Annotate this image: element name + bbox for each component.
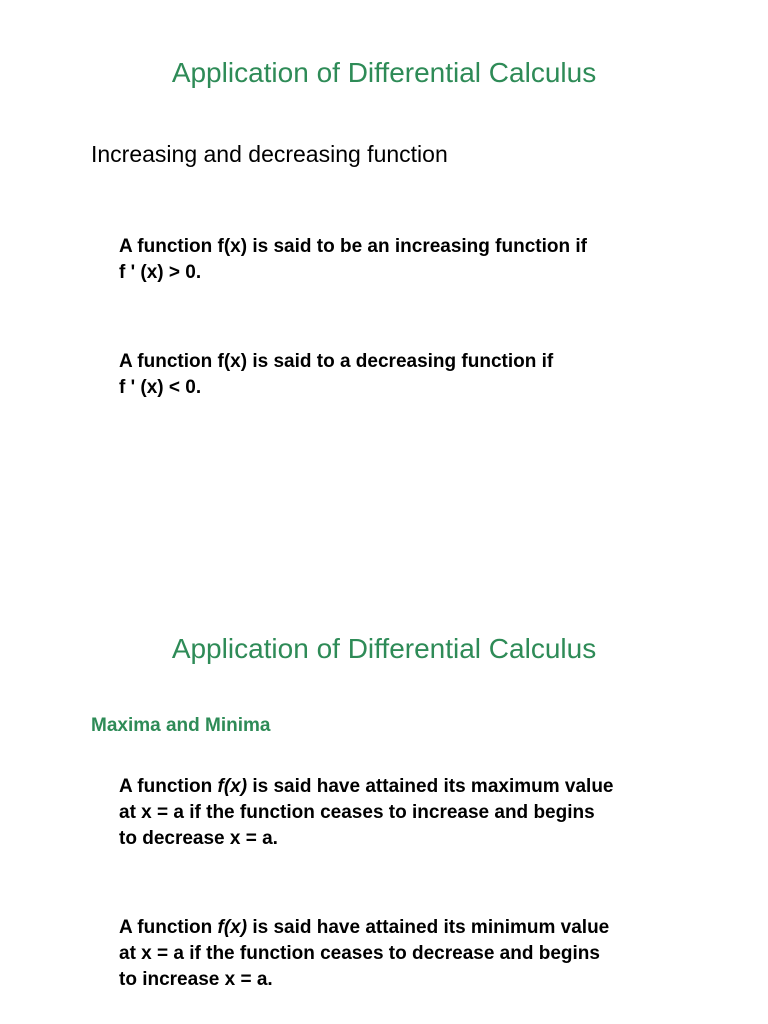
- slide-2-title: Application of Differential Calculus: [171, 633, 597, 664]
- minimum-definition-fx: f(x): [217, 917, 248, 938]
- minimum-definition: [119, 915, 699, 993]
- minimum-definition-post: is said have attained its minimum value: [247, 917, 610, 938]
- decreasing-definition: [119, 349, 699, 401]
- decreasing-definition-line-2: f ' (x) < 0.: [119, 377, 202, 398]
- increasing-definition: [119, 234, 699, 286]
- slide-1-heading: Increasing and decreasing function: [91, 141, 448, 167]
- minimum-definition-pre: A function: [119, 917, 218, 938]
- decreasing-definition-line-1: A function f(x) is said to a decreasing function if: [119, 351, 554, 372]
- maximum-definition-pre: A function: [119, 776, 218, 797]
- minimum-definition-line-3: to increase x = a.: [119, 969, 273, 990]
- slide-2-heading: Maxima and Minima: [91, 715, 271, 736]
- minimum-definition-line-2: at x = a if the function ceases to decrease and begins: [119, 943, 600, 964]
- maximum-definition-fx: f(x): [217, 776, 248, 797]
- increasing-definition-line-1: A function f(x) is said to be an increasing function if: [119, 236, 587, 257]
- maximum-definition-line-3: to decrease x = a.: [119, 828, 278, 849]
- maximum-definition-line-2: at x = a if the function ceases to increase and begins: [119, 802, 595, 823]
- slide-1-title: Application of Differential Calculus: [171, 57, 597, 88]
- maximum-definition-line-1: [119, 774, 699, 800]
- slide-2: [0, 576, 768, 1024]
- maximum-definition: [119, 774, 699, 852]
- increasing-definition-line-2: f ' (x) > 0.: [119, 262, 202, 283]
- maximum-definition-post: is said have attained its maximum value: [247, 776, 614, 797]
- minimum-definition-line-1: [119, 915, 699, 941]
